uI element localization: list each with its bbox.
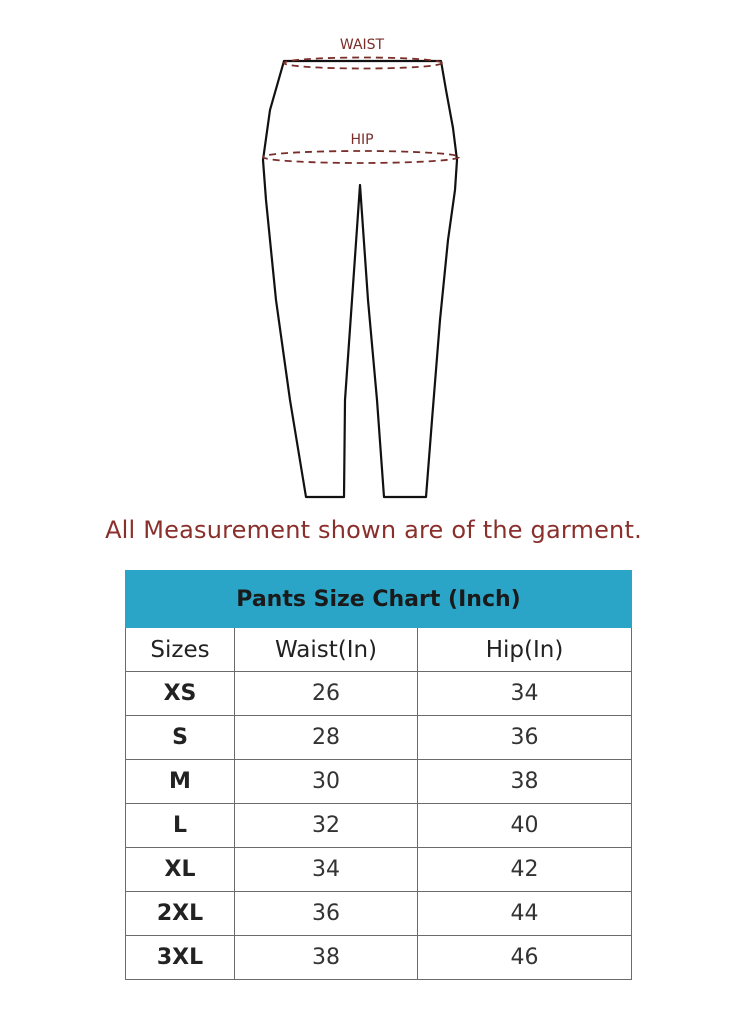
hip-cell: 38: [418, 760, 632, 804]
size-cell: 2XL: [126, 892, 235, 936]
garment-measurement-note: All Measurement shown are of the garment.: [105, 516, 642, 544]
waist-cell: 34: [235, 848, 418, 892]
table-title: Pants Size Chart (Inch): [126, 571, 632, 628]
waist-cell: 26: [235, 672, 418, 716]
column-header-hip: Hip(In): [418, 628, 632, 672]
hip-cell: 46: [418, 936, 632, 980]
size-chart-table: [125, 570, 632, 980]
column-header-sizes: Sizes: [126, 628, 235, 672]
table-title-row: [126, 571, 632, 628]
waist-label: WAIST: [339, 37, 385, 53]
table-row: [126, 804, 632, 848]
hip-cell: 36: [418, 716, 632, 760]
waist-cell: 32: [235, 804, 418, 848]
table-row: [126, 716, 632, 760]
size-cell: 3XL: [126, 936, 235, 980]
table-row: [126, 892, 632, 936]
hip-cell: 40: [418, 804, 632, 848]
hip-cell: 34: [418, 672, 632, 716]
waist-cell: 28: [235, 716, 418, 760]
size-cell: XL: [126, 848, 235, 892]
hip-cell: 44: [418, 892, 632, 936]
table-row: [126, 760, 632, 804]
waist-cell: 30: [235, 760, 418, 804]
waist-cell: 38: [235, 936, 418, 980]
table-row: [126, 936, 632, 980]
column-header-waist: Waist(In): [235, 628, 418, 672]
pants-outline: [263, 61, 457, 497]
waist-cell: 36: [235, 892, 418, 936]
table-header-row: [126, 628, 632, 672]
size-cell: S: [126, 716, 235, 760]
hip-label: HIP: [350, 132, 374, 148]
table-row: [126, 672, 632, 716]
table-row: [126, 848, 632, 892]
size-cell: L: [126, 804, 235, 848]
size-cell: M: [126, 760, 235, 804]
size-cell: XS: [126, 672, 235, 716]
hip-cell: 42: [418, 848, 632, 892]
